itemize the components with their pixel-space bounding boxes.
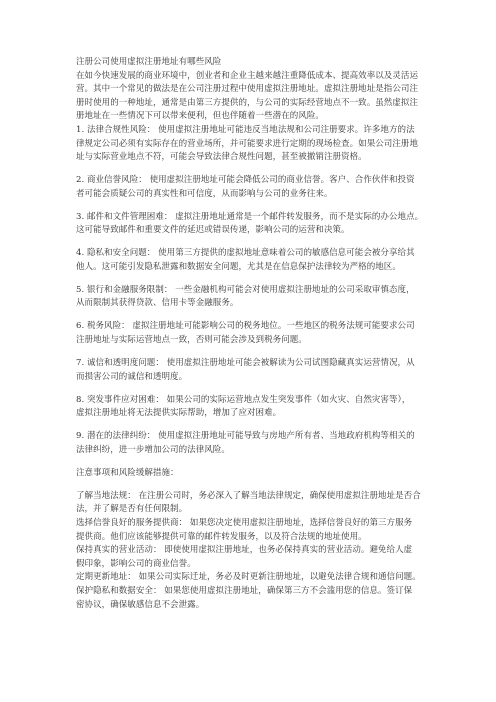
risk-line: 而损害公司的诚信和透明度。 [76,371,188,382]
intro-line: 在如今快速发展的商业环境中，创业者和企业主越来越注重降低成本、提高效率以及灵活运 [76,70,419,81]
note-line: 提供商。他们应该能够提供可靠的邮件转发服务，以及符合法规的地址使用。 [76,531,367,542]
risk-line: 5. 银行和金融服务限制： 一些金融机构可能会对使用虚拟注册地址的公司采取审慎态度， [76,284,415,295]
risk-line: 4. 隐私和安全问题： 使用第三方提供的虚拟地址意味着公司的敏感信息可能会被分享给其 [76,248,415,259]
risk-item-1 [76,124,426,165]
risk-line: 这可能导致邮件和重要文件的延迟或错误传递，影响公司的运营和决策。 [76,225,350,236]
risk-item-8 [76,394,426,421]
risk-line: 2. 商业信誉风险： 使用虚拟注册地址可能会降低公司的商业信誉。客户、合作伙伴和投资 [76,175,415,186]
risk-line: 虚拟注册地址将无法提供实际帮助，增加了应对困难。 [76,408,282,419]
note-line: 选择信誉良好的服务提供商： 如果您决定使用虚拟注册地址，选择信誉良好的第三方服务 [76,517,413,528]
risk-item-5 [76,284,426,311]
notes-heading: 注意事项和风险缓解措施： [76,467,179,478]
notes-list [76,490,426,612]
risk-line: 3. 邮件和文件管理困难： 虚拟注册地址通常是一个邮件转发服务，而不是实际的办公地点。 [76,211,424,222]
risk-line: 1. 法律合规性风险： 使用虚拟注册地址可能违反当地法规和公司注册要求。许多地方的法 [76,124,415,135]
note-line: 保持真实的营业活动： 即使使用虚拟注册地址，也务必保持真实的营业活动。避免给人虚 [76,545,413,556]
note-line: 定期更新地址： 如果公司实际迁址，务必及时更新注册地址，以避免法律合规和通信问题。 [76,572,421,583]
risk-item-7 [76,357,426,384]
intro-paragraph [76,70,426,124]
risk-line: 8. 突发事件应对困难： 如果公司的实际运营地点发生突发事件（如火灾、自然灾害等）， [76,394,411,405]
risk-item-9 [76,430,426,457]
risk-line: 律规定公司必须有实际存在的营业场所，并可能要求进行定期的现场检查。如果公司注册地 [76,138,419,149]
intro-line: 册时使用的一种地址，通常是由第三方提供的，与公司的实际经营地点不一致。虽然虚拟注 [76,97,419,108]
risk-line: 从而限制其获得贷款、信用卡等金融服务。 [76,298,239,309]
risk-line: 注册地址与实际运营地点一致，否则可能会涉及到税务问题。 [76,335,307,346]
risk-item-4 [76,247,426,274]
document-title: 注册公司使用虚拟注册地址有哪些风险 [76,57,222,67]
risk-item-2 [76,174,426,201]
risk-item-3 [76,211,426,238]
risk-line: 7. 诚信和透明度问题： 使用虚拟注册地址可能会被解读为公司试图隐藏真实运营情况，从 [76,358,415,369]
risk-line: 9. 潜在的法律纠纷： 使用虚拟注册地址可能导致与房地产所有者、当地政府机构等相关的 [76,431,415,442]
note-line: 保护隐私和数据安全： 如果您使用虚拟注册地址，确保第三方不会滥用您的信息。签订保 [76,585,413,596]
risk-line: 者可能会质疑公司的真实性和可信度，从而影响与公司的业务往来。 [76,188,333,199]
intro-line: 营。其中一个常见的做法是在公司注册过程中使用虚拟注册地址。虚拟注册地址是指公司注 [76,84,419,95]
intro-line: 册地址在一些情况下可以带来便利，但也伴随着一些潜在的风险。 [76,111,324,122]
risk-line: 6. 税务风险： 虚拟注册地址可能影响公司的税务地位。一些地区的税务法规可能要求公司 [76,321,415,332]
note-line: 了解当地法规： 在注册公司时，务必深入了解当地法律规定，确保使用虚拟注册地址是否合 [76,490,421,501]
risk-item-6 [76,320,426,347]
risk-line: 他人。这可能引发隐私泄露和数据安全问题，尤其是在信息保护法律较为严格的地区。 [76,261,401,272]
note-line: 假印象，影响公司的商业信誉。 [76,558,196,569]
note-line: 法，并了解是否有任何限制。 [76,504,188,515]
note-line: 密协议，确保敏感信息不会泄露。 [76,599,205,610]
risk-line: 址与实际营业地点不符，可能会导致法律合规性问题，甚至被撤销注册资格。 [76,152,367,163]
risk-line: 法律纠纷，进一步增加公司的法律风险。 [76,444,230,455]
